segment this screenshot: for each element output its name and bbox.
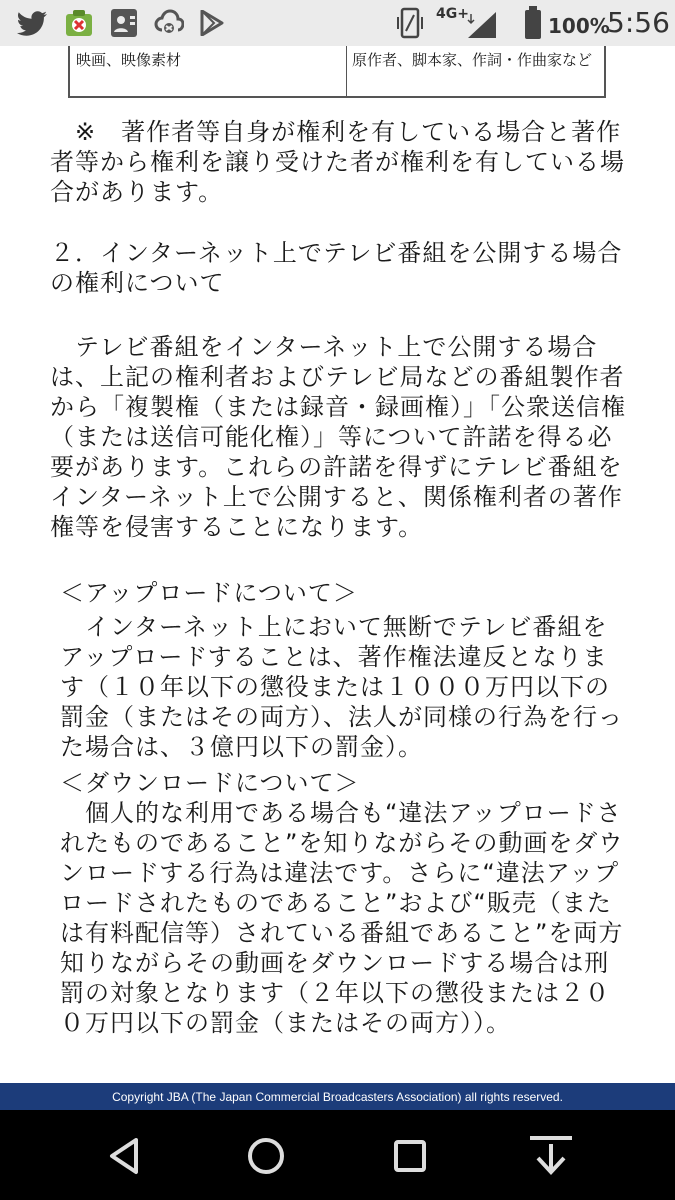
contacts-app-icon [110, 8, 138, 42]
download-paragraph: 個人的な利用である場合も“違法アップロードされたものであること”を知りながらその動画をダウンロードする行為は違法です。さらに“違法アップロードされたものであること”および“販売（または有料配信等）されている番組であること”を両方知りながらその動画をダウンロードする場合は刑罰の対象となります（２年以下の懲役または２００万円以下の罰金（またはその両方））。 [60, 799, 624, 1037]
upload-paragraph: インターネット上において無断でテレビ番組をアップロードすることは、著作権法違反となります（１０年以下の懲役または１０００万円以下の罰金（またはその両方）、法人が同様の行為を行った場合は、３億円以下の罰金）。 [60, 613, 623, 761]
copyright-text: Copyright JBA (The Japan Commercial Broadcasters Association) all rights reserved. [112, 1089, 563, 1104]
upload-heading: ＜アップロードについて＞ [60, 579, 358, 607]
download-heading: ＜ダウンロードについて＞ [60, 769, 360, 797]
signal-icon [466, 10, 498, 42]
back-triangle-icon [104, 1134, 148, 1178]
battery-percent: 100% [548, 14, 610, 38]
table-cell-work-type: 映画、映像素材 [76, 51, 182, 69]
network-type-label: 4G+ [436, 6, 469, 22]
table-cell-rights-holders: 原作者、脚本家、作詞・作曲家など [352, 51, 593, 69]
rights-holder-table [68, 46, 606, 98]
home-button[interactable] [244, 1134, 288, 1178]
back-button[interactable] [104, 1134, 148, 1178]
battery-icon [524, 6, 542, 44]
cloud-app-icon [154, 8, 184, 42]
copyright-footer [0, 1083, 675, 1110]
section-heading-internet-rights: ２．インターネット上でテレビ番組を公開する場合の権利について [50, 239, 623, 297]
navigation-bar [0, 1110, 675, 1200]
pull-down-arrow-icon [526, 1134, 576, 1178]
app-icon-x [64, 8, 94, 42]
clock-time: 5:56 [607, 6, 670, 39]
recents-square-icon [388, 1134, 432, 1178]
vibrate-icon [396, 7, 424, 43]
home-circle-icon [244, 1134, 288, 1178]
rights-paragraph: テレビ番組をインターネット上で公開する場合は、上記の権利者およびテレビ局などの番組製作者から「複製権（または録音・録画権）」「公衆送信権（または送信可能化権）」等について許諾を得る必要があります。これらの許諾を得ずにテレビ番組をインターネット上で公開すると、関係権利者の著作権等を侵害することになります。 [50, 333, 626, 541]
play-store-icon [200, 10, 224, 40]
status-bar [0, 0, 675, 46]
recents-button[interactable] [388, 1134, 432, 1178]
table-column-divider [346, 46, 347, 96]
notification-pull-button[interactable] [526, 1134, 570, 1178]
note-paragraph: ※ 著作者等自身が権利を有している場合と著作者等から権利を譲り受けた者が権利を有している場合があります。 [50, 118, 625, 206]
twitter-icon [16, 10, 48, 42]
